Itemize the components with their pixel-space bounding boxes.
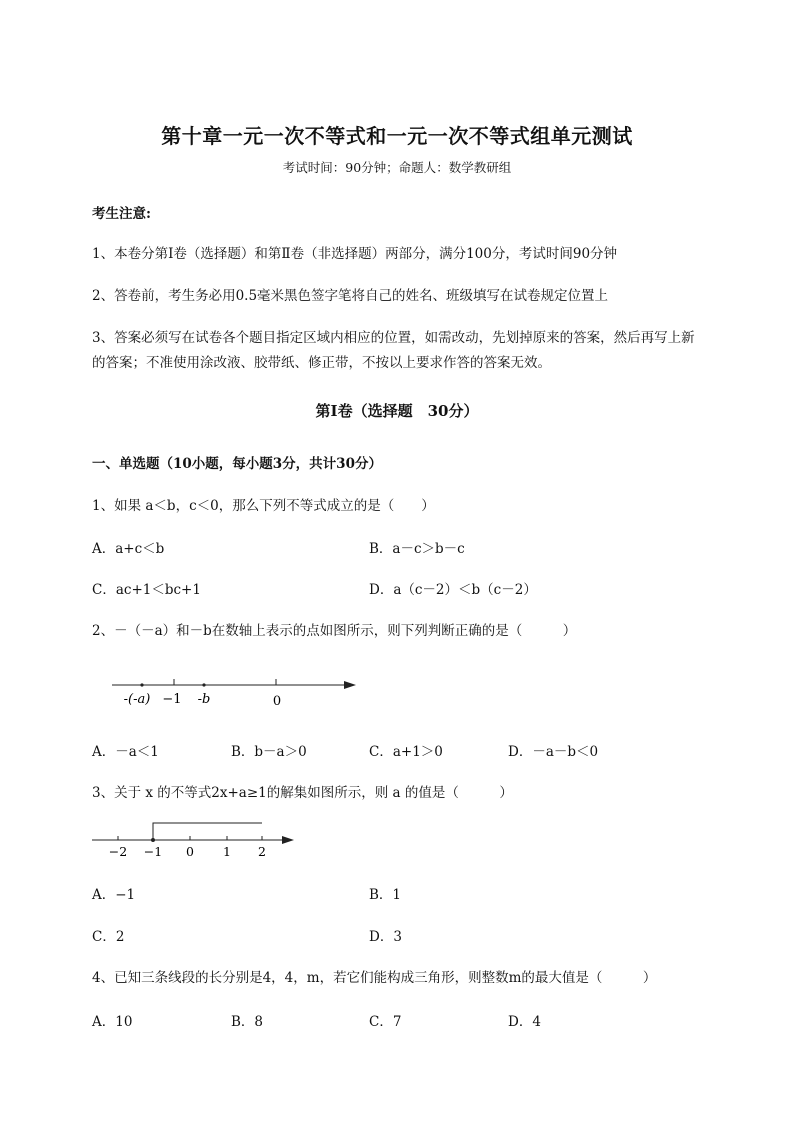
question-3-number-line bbox=[88, 814, 303, 862]
q3-tick-two: 2 bbox=[258, 844, 266, 859]
q2-label-neg-one: −1 bbox=[162, 692, 182, 707]
notes-heading: 考生注意: bbox=[92, 206, 151, 222]
question-4-option-a: A．10 bbox=[92, 1014, 133, 1030]
question-1-stem: 1、如果 a＜b，c＜0，那么下列不等式成立的是（ ） bbox=[92, 498, 435, 514]
question-2-option-a: A．－a＜1 bbox=[92, 744, 159, 760]
question-1-option-d: D．a（c－2）＜b（c－2） bbox=[369, 582, 537, 598]
question-3-option-d: D．3 bbox=[369, 929, 402, 945]
q2-label-neg-b: -b bbox=[197, 692, 211, 707]
question-3-option-c: C．2 bbox=[92, 929, 125, 945]
q3-tick-neg-one: −1 bbox=[143, 844, 163, 859]
question-4-option-c: C．7 bbox=[369, 1014, 402, 1030]
question-3-option-a: A．−1 bbox=[92, 887, 136, 903]
question-1-option-a: A．a+c＜b bbox=[92, 541, 165, 557]
question-2-option-c: C．a+1＞0 bbox=[369, 744, 443, 760]
page-title: 第十章一元一次不等式和一元一次不等式组单元测试 bbox=[161, 124, 633, 148]
q2-label-neg-neg-a: -(-a) bbox=[123, 692, 151, 707]
question-2-stem: 2、－（－a）和－b在数轴上表示的点如图所示，则下列判断正确的是（ ） bbox=[92, 623, 577, 639]
question-4-stem: 4、已知三条线段的长分别是4，4，m，若它们能构成三角形，则整数m的最大值是（ ） bbox=[92, 970, 657, 986]
q3-tick-zero: 0 bbox=[186, 844, 194, 859]
note-item-1: 1、本卷分第I卷（选择题）和第Ⅱ卷（非选择题）两部分，满分100分，考试时间90分钟 bbox=[92, 246, 618, 262]
question-3-stem: 3、关于 x 的不等式2x+a≥1的解集如图所示，则 a 的值是（ ） bbox=[92, 785, 513, 801]
q2-label-zero: 0 bbox=[272, 694, 282, 709]
note-item-3-line-2: 的答案；不准使用涂改液、胶带纸、修正带，不按以上要求作答的答案无效。 bbox=[92, 355, 551, 371]
section-title: 第I卷（选择题 30分） bbox=[315, 402, 479, 420]
question-1-option-b: B．a－c＞b－c bbox=[369, 541, 465, 557]
q3-tick-neg-two: −2 bbox=[108, 844, 128, 859]
question-3-option-b: B．1 bbox=[369, 887, 402, 903]
question-4-option-b: B．8 bbox=[231, 1014, 264, 1030]
question-4-option-d: D．4 bbox=[508, 1014, 541, 1030]
note-item-3-line-1: 3、答案必须写在试卷各个题目指定区域内相应的位置，如需改动，先划掉原来的答案，然后再写上新 bbox=[92, 330, 695, 346]
q3-tick-one: 1 bbox=[223, 844, 231, 859]
part-title: 一、单选题（10小题，每小题3分，共计30分） bbox=[92, 456, 382, 472]
exam-subtitle: 考试时间：90分钟；命题人：数学教研组 bbox=[282, 160, 512, 175]
question-2-number-line bbox=[100, 668, 370, 712]
note-item-2: 2、答卷前，考生务必用0.5毫米黑色签字笔将自己的姓名、班级填写在试卷规定位置上 bbox=[92, 288, 609, 304]
question-2-option-d: D．－a－b＜0 bbox=[508, 744, 599, 760]
question-2-option-b: B．b－a＞0 bbox=[231, 744, 307, 760]
question-1-option-c: C．ac+1＜bc+1 bbox=[92, 582, 201, 598]
